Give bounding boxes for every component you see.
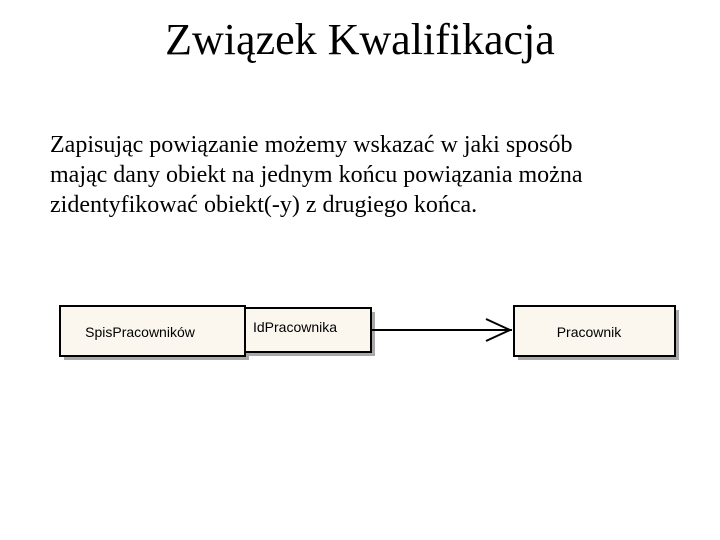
qualifier-box — [245, 308, 375, 356]
source-class-box — [60, 306, 249, 360]
association-arrow — [371, 319, 512, 341]
source-class-label: SpisPracowników — [85, 324, 195, 340]
body-line-3: zidentyfikować obiekt(-y) z drugiego końca. — [50, 192, 478, 218]
slide-title: Związek Kwalifikacja — [165, 15, 555, 64]
body-line-2: mając dany obiekt na jednym końcu powiązania można — [50, 162, 583, 188]
target-class-label: Pracownik — [556, 324, 622, 340]
body-line-1: Zapisując powiązanie możemy wskazać w jaki sposób — [50, 132, 573, 158]
target-class-box — [514, 306, 679, 360]
qualifier-label: IdPracownika — [253, 319, 338, 335]
